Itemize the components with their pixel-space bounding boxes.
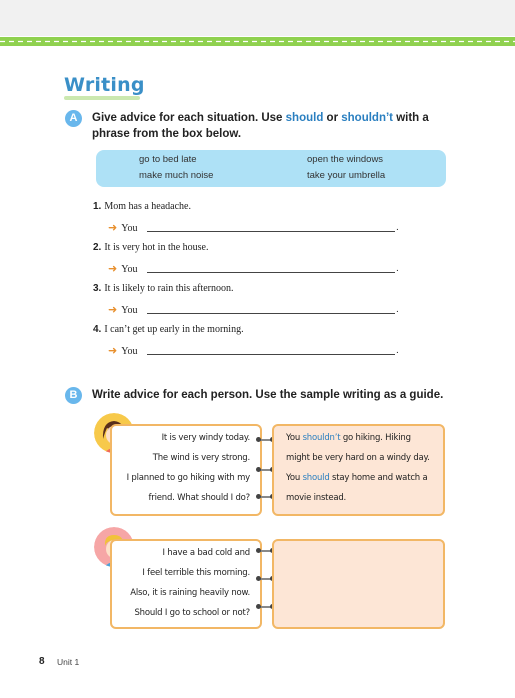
phrase-item: take your umbrella bbox=[307, 170, 386, 181]
exercise-item: 3. It is likely to rain this afternoon. bbox=[93, 283, 234, 294]
answer-prompt: ➜ You bbox=[108, 262, 138, 275]
arrow-icon: ➜ bbox=[108, 303, 118, 316]
question-bubble: I have a bad cold and I feel terrible this morning. Also, it is raining heavily now. Should I go to school or not? bbox=[110, 539, 262, 629]
exercise-item: 1. Mom has a headache. bbox=[93, 201, 191, 212]
page-title: Writing bbox=[64, 74, 145, 96]
top-margin bbox=[0, 0, 515, 36]
exercise-item: 2. It is very hot in the house. bbox=[93, 242, 209, 253]
section-b-badge: B bbox=[65, 387, 82, 404]
phrase-item: make much noise bbox=[139, 170, 214, 181]
sample-question-bubble: It is very windy today. The wind is very strong. I planned to go hiking with my friend. What should I do? bbox=[110, 424, 262, 516]
phrase-box bbox=[96, 150, 446, 187]
answer-line[interactable] bbox=[147, 313, 395, 314]
exercise-item: 4. I can’t get up early in the morning. bbox=[93, 324, 244, 335]
answer-line[interactable] bbox=[147, 354, 395, 355]
answer-line[interactable] bbox=[147, 272, 395, 273]
arrow-icon: ➜ bbox=[108, 344, 118, 357]
answer-prompt: ➜ You bbox=[108, 344, 138, 357]
decorative-stripe bbox=[0, 37, 515, 46]
sample-answer-bubble: You shouldn’t go hiking. Hiking might be very hard on a windy day. You should stay home and watch a movie instead. bbox=[272, 424, 445, 516]
arrow-icon: ➜ bbox=[108, 262, 118, 275]
unit-label: Unit 1 bbox=[57, 657, 80, 667]
answer-prompt: ➜ You bbox=[108, 221, 138, 234]
answer-writing-box[interactable] bbox=[272, 539, 445, 629]
phrase-item: go to bed late bbox=[139, 154, 197, 165]
arrow-icon: ➜ bbox=[108, 221, 118, 234]
phrase-item: open the windows bbox=[307, 154, 384, 165]
title-highlight bbox=[64, 96, 140, 100]
section-a-badge: A bbox=[65, 110, 82, 127]
answer-prompt: ➜ You bbox=[108, 303, 138, 316]
section-a-instruction: Give advice for each situation. Use should or shouldn’t with a phrase from the box below. bbox=[92, 112, 429, 140]
workbook-page: Writing A Give advice for each situation. Use should or shouldn’t with a phrase from the box below. go to bed late open the windows make much noise take your umbrella 1. Mom has a headache. ➜ You . 2. It is very hot in the house. ➜ You . 3. It is likely to rain this afternoon. ➜ You . 4. I can’t get up early in the morning. ➜ You . B Write advice for each person. Use the sample writing as a guide. It is very windy today. The wind is very strong. I planned to go hiking with my friend. What should I do? You shouldn’t go hiking. Hiking might be very hard on a windy day. You should stay home and watch a movie instead. I have a bad cold and I feel terrible this morning. Also, it is raining heavily now. Should I go to school or not? 8 Unit 1 bbox=[0, 0, 515, 698]
answer-line[interactable] bbox=[147, 231, 395, 232]
page-number: 8 bbox=[39, 656, 45, 667]
section-b-instruction: Write advice for each person. Use the sample writing as a guide. bbox=[92, 389, 444, 401]
